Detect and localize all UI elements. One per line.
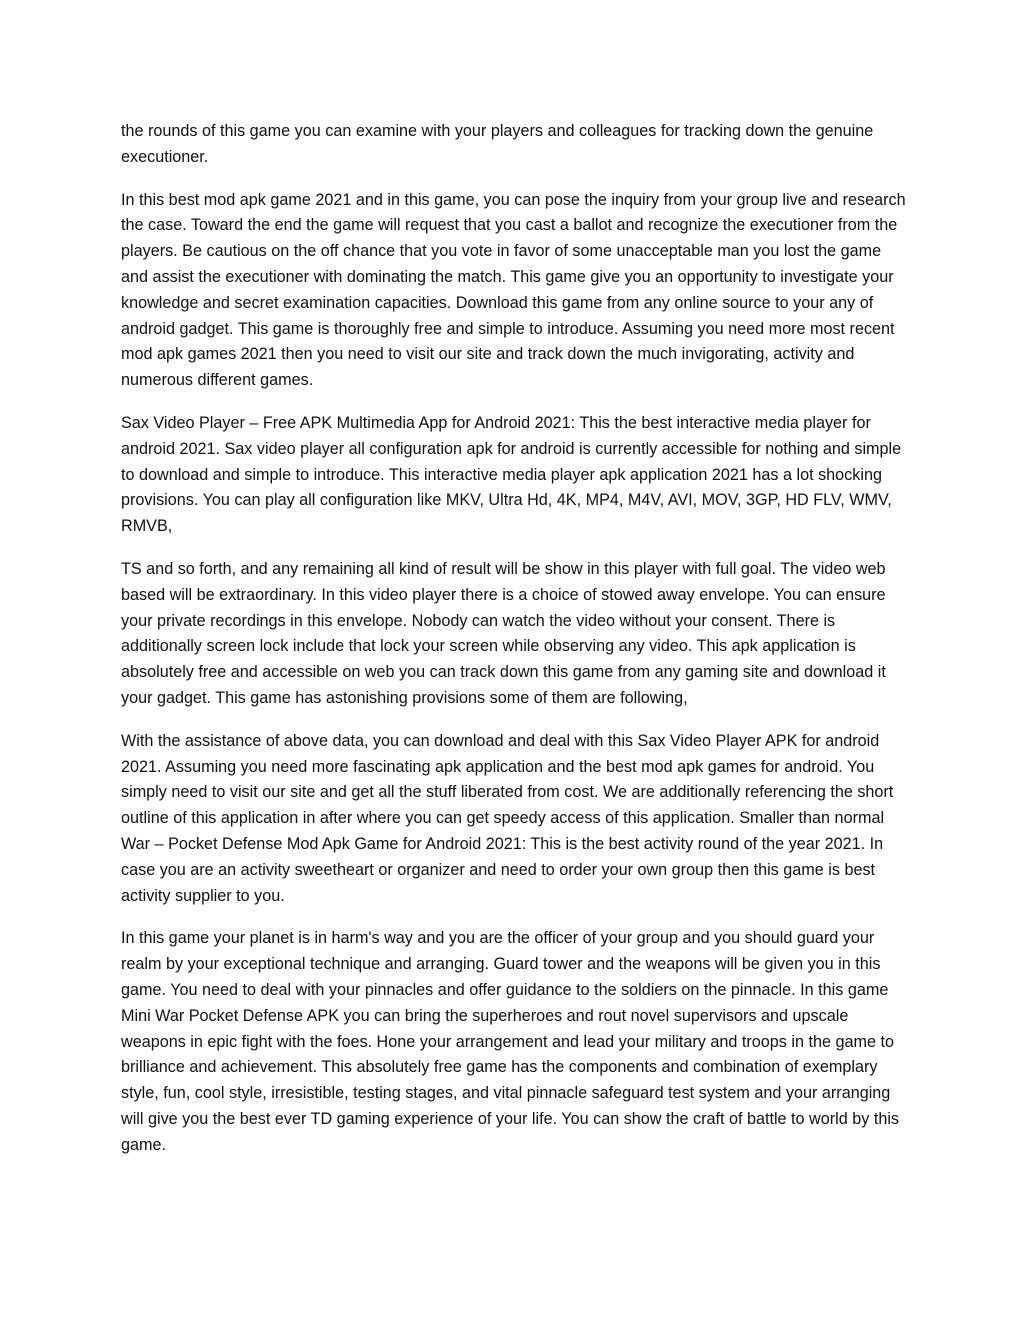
- paragraph: the rounds of this game you can examine with your players and colleagues for tracking down the genuine executioner.: [121, 122, 874, 166]
- document-body: [121, 119, 911, 1175]
- paragraph: With the assistance of above data, you can download and deal with this Sax Video Player APK for android 2021. Assuming you need more fascinating apk application and the best mod apk games for android. You simply need to visit our site and get all the stuff liberated from cost. We are additionally referencing the short outline of this application in after where you can get speedy access of this application. Smaller than normal War – Pocket Defense Mod Apk Game for Android 2021: This is the best activity round of the year 2021. In case you are an activity sweetheart or organizer and need to order your own group then this game is best activity supplier to you.: [121, 731, 894, 905]
- paragraph: TS and so forth, and any remaining all kind of result will be show in this player with full goal. The video web based will be extraordinary. In this video player there is a choice of stowed away envelope. You can ensure your private recordings in this envelope. Nobody can watch the video without your consent. There is additionally screen lock include that lock your screen while observing any video. This apk application is absolutely free and accessible on web you can track down this game from any gaming site and download it your gadget. This game has astonishing provisions some of them are following,: [121, 559, 886, 707]
- paragraph: Sax Video Player – Free APK Multimedia App for Android 2021: This the best interactive media player for android 2021. Sax video player all configuration apk for android is currently accessible for nothing and simple to download and simple to introduce. This interactive media player apk application 2021 has a lot shocking provisions. You can play all configuration like MKV, Ultra Hd, 4K, MP4, M4V, AVI, MOV, 3GP, HD FLV, WMV, RMVB,: [121, 413, 902, 536]
- paragraph: In this game your planet is in harm's way and you are the officer of your group and you should guard your realm by your exceptional technique and arranging. Guard tower and the weapons will be given you in this game. You need to deal with your pinnacles and offer guidance to the soldiers on the pinnacle. In this game Mini War Pocket Defense APK you can bring the superheroes and rout novel supervisors and upscale weapons in epic fight with the foes. Hone your arrangement and lead your military and troops in the game to brilliance and achievement. This absolutely free game has the components and combination of exemplary style, fun, cool style, irresistible, testing stages, and vital pinnacle safeguard test system and your arranging will give you the best ever TD gaming experience of your life. You can show the craft of battle to world by this game.: [121, 929, 900, 1154]
- paragraph: In this best mod apk game 2021 and in this game, you can pose the inquiry from your group live and research the case. Toward the end the game will request that you cast a ballot and recognize the executioner from the players. Be cautious on the off chance that you vote in favor of some unacceptable man you lost the game and assist the executioner with dominating the match. This game give you an opportunity to investigate your knowledge and secret examination capacities. Download this game from any online source to your any of android gadget. This game is thoroughly free and simple to introduce. Assuming you need more most recent mod apk games 2021 then you need to visit our site and track down the much invigorating, activity and numerous different games.: [121, 190, 906, 390]
